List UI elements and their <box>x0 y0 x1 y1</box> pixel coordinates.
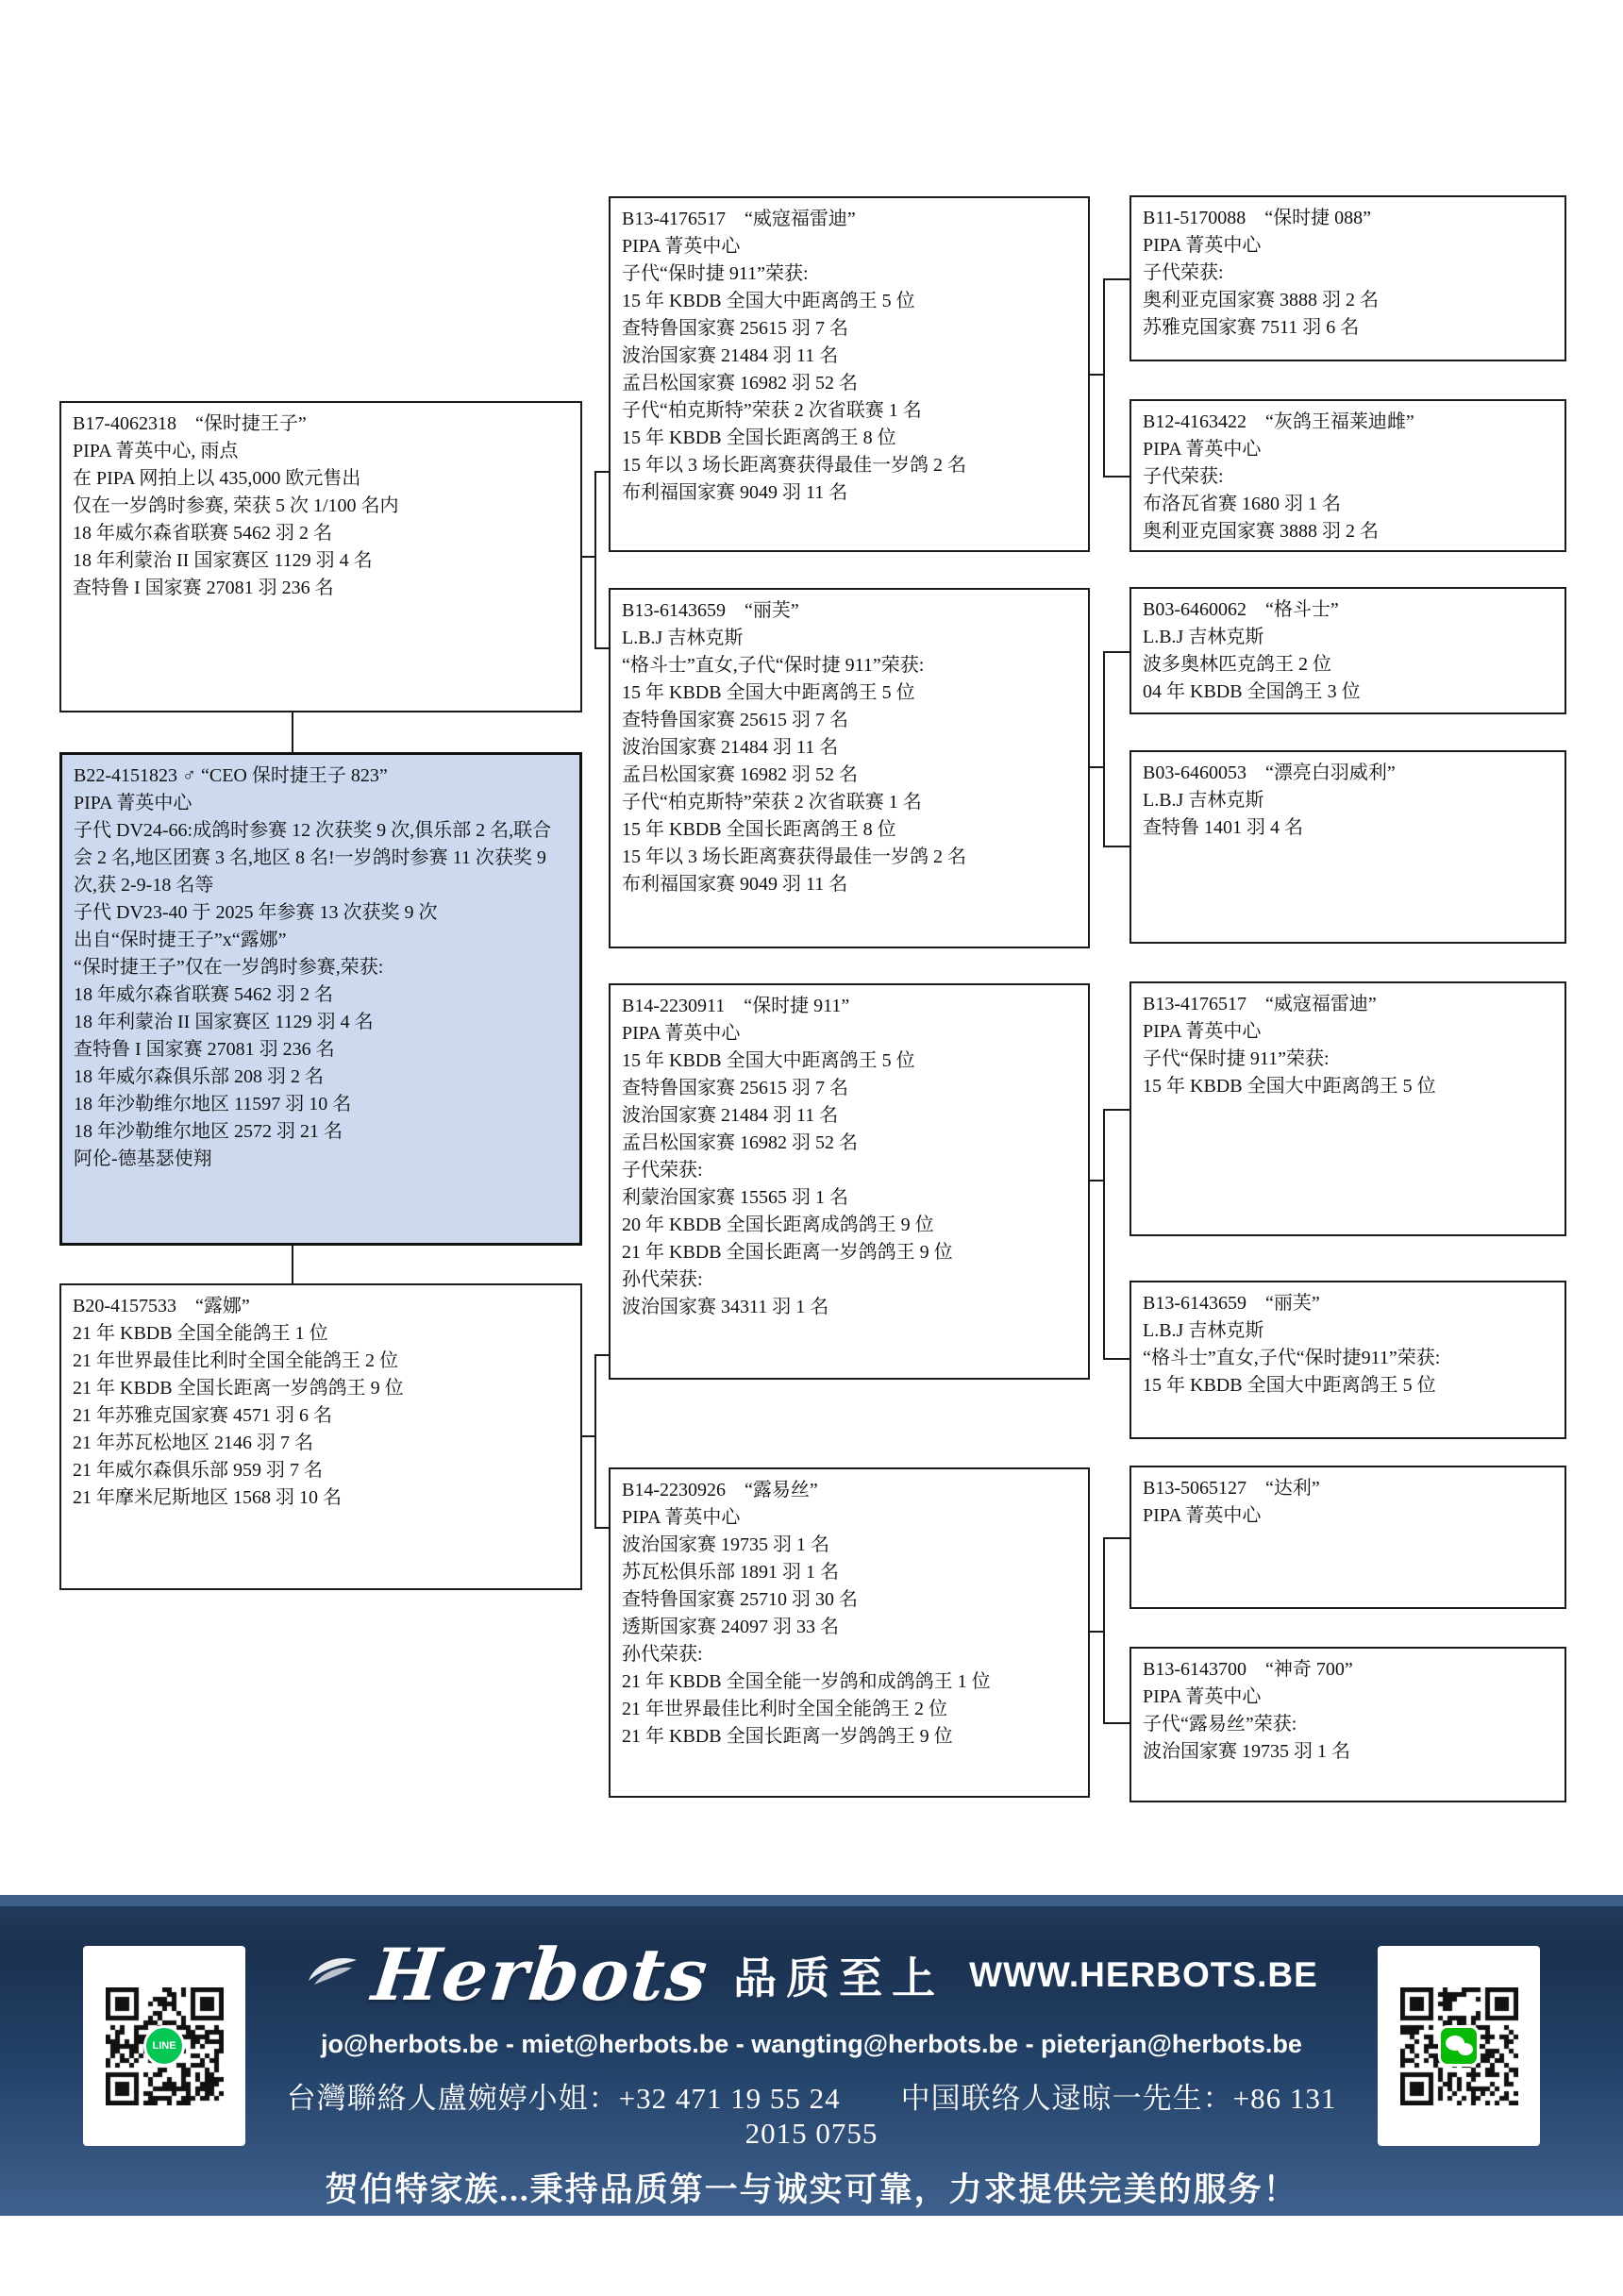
pedigree-text-line: 子代“柏克斯特”荣获 2 次省联赛 1 名 <box>622 792 922 813</box>
pedigree-text-line: PIPA 菁英中心 <box>1143 1021 1262 1042</box>
pedigree-text-line: 21 年 KBDB 全国全能一岁鸽和成鸽鸽王 1 位 <box>622 1671 991 1692</box>
pedigree-text-line: 21 年 KBDB 全国长距离一岁鸽鸽王 9 位 <box>622 1726 953 1747</box>
pedigree-text-line: 子代“保时捷 911”荣获: <box>1143 1048 1330 1069</box>
connector-line <box>1090 766 1103 768</box>
pedigree-text-line: 15 年 KBDB 全国大中距离鸽王 5 位 <box>622 291 915 311</box>
footer-content <box>255 1933 1368 2211</box>
pedigree-text-line: PIPA 菁英中心 <box>622 1507 741 1528</box>
line-icon: LINE <box>143 2025 185 2067</box>
pedigree-text-line: PIPA 菁英中心 <box>622 1023 741 1044</box>
pedigree-text-line: 21 年 KBDB 全国全能鸽王 1 位 <box>73 1323 328 1344</box>
connector-line <box>292 712 293 752</box>
qr-code-wechat <box>1378 1946 1540 2146</box>
pedigree-box-m2-b13-6143659 <box>609 588 1090 948</box>
pedigree-text-line: 孟吕松国家赛 16982 羽 52 名 <box>622 1132 858 1153</box>
connector-line <box>292 1246 293 1283</box>
pedigree-text-line: 15 年 KBDB 全国大中距离鸽王 5 位 <box>1143 1076 1436 1097</box>
pedigree-text-line: PIPA 菁英中心 <box>1143 1686 1262 1707</box>
connector-line <box>582 1435 595 1437</box>
pedigree-text-line: B03-6460053 “漂亮白羽威利” <box>1143 763 1396 783</box>
pedigree-text-line: L.B.J 吉林克斯 <box>1143 627 1264 647</box>
pedigree-text-line: 奥利亚克国家赛 3888 羽 2 名 <box>1143 290 1379 310</box>
pedigree-box-r3-b03-6460062 <box>1129 587 1566 714</box>
pedigree-text-line: 20 年 KBDB 全国长距离成鸽鸽王 9 位 <box>622 1215 934 1235</box>
pedigree-text-line: B13-6143700 “神奇 700” <box>1143 1659 1353 1680</box>
wechat-bubble-icon <box>1458 2043 1473 2055</box>
feather-icon <box>305 1952 361 1998</box>
pedigree-text-line: 波治国家赛 21484 羽 11 名 <box>622 1105 839 1126</box>
pedigree-text-line: 21 年世界最佳比利时全国全能鸽王 2 位 <box>622 1699 947 1719</box>
pedigree-text-line: 18 年威尔森省联赛 5462 羽 2 名 <box>74 984 333 1005</box>
pedigree-text-line: B14-2230926 “露易丝” <box>622 1480 818 1500</box>
connector-line <box>1103 1109 1105 1360</box>
pedigree-text-line: B13-4176517 “威寇福雷迪” <box>622 209 856 229</box>
pedigree-text-line: 查特鲁国家赛 25615 羽 7 名 <box>622 1078 848 1098</box>
pedigree-text-line: 孟吕松国家赛 16982 羽 52 名 <box>622 764 858 785</box>
pedigree-text-line: B22-4151823 ♂ “CEO 保时捷王子 823” <box>74 765 388 786</box>
connector-line <box>1105 278 1129 280</box>
pedigree-text-line: 子代“柏克斯特”荣获 2 次省联赛 1 名 <box>622 400 922 421</box>
pedigree-text-line: 波治国家赛 19735 羽 1 名 <box>1143 1741 1350 1762</box>
pedigree-text-line: 波治国家赛 21484 羽 11 名 <box>622 345 839 366</box>
pedigree-text-line: 子代 DV23-40 于 2025 年参赛 13 次获奖 9 次 <box>74 902 438 923</box>
pedigree-text-line: 18 年沙勒维尔地区 11597 羽 10 名 <box>74 1094 352 1114</box>
pedigree-text-line: 布利福国家赛 9049 羽 11 名 <box>622 482 848 503</box>
connector-line <box>1105 651 1129 653</box>
pedigree-text-line: 21 年威尔森俱乐部 959 羽 7 名 <box>73 1460 323 1481</box>
pedigree-text-line: 21 年苏瓦松地区 2146 羽 7 名 <box>73 1433 313 1453</box>
website-url[interactable]: WWW.HERBOTS.BE <box>969 1954 1318 1994</box>
connector-line <box>594 1354 596 1529</box>
pedigree-text-line: 波治国家赛 34311 羽 1 名 <box>622 1297 829 1317</box>
pedigree-text-line: 奥利亚克国家赛 3888 羽 2 名 <box>1143 521 1379 542</box>
pedigree-text-line: 布利福国家赛 9049 羽 11 名 <box>622 874 848 895</box>
phone-contacts: 台灣聯絡人盧婉婷小姐：+32 471 19 55 24 中国联络人逯晾一先生：+86 131 2015 0755 <box>286 2082 1337 2150</box>
pedigree-text-line: 布洛瓦省赛 1680 羽 1 名 <box>1143 494 1341 514</box>
pedigree-text-line: B11-5170088 “保时捷 088” <box>1143 208 1372 228</box>
pedigree-text-line: B12-4163422 “灰鸽王福莱迪雌” <box>1143 411 1414 432</box>
pedigree-text-line: 阿伦-德基瑟使翔 <box>74 1148 212 1169</box>
connector-line <box>1090 1631 1103 1633</box>
pedigree-text-line: B20-4157533 “露娜” <box>73 1296 250 1316</box>
pedigree-box-r5-b13-4176517 <box>1129 981 1566 1236</box>
pedigree-text-line: 查特鲁国家赛 25710 羽 30 名 <box>622 1589 858 1610</box>
pedigree-text-line: PIPA 菁英中心 <box>74 793 192 813</box>
pedigree-box-r2-b12-4163422 <box>1129 399 1566 552</box>
connector-line <box>582 556 595 558</box>
pedigree-text-line: PIPA 菁英中心 <box>1143 439 1262 460</box>
pedigree-text-line: 孙代荣获: <box>622 1269 703 1290</box>
connector-line <box>1103 651 1105 847</box>
pedigree-text-line: 21 年摩米尼斯地区 1568 羽 10 名 <box>73 1487 342 1508</box>
email-contacts[interactable]: jo@herbots.be - miet@herbots.be - wangting@herbots.be - pieterjan@herbots.be <box>321 2030 1302 2058</box>
pedigree-box-sire-b17 <box>59 401 582 712</box>
pedigree-box-m3-b14-2230911 <box>609 983 1090 1380</box>
pedigree-text-line: 18 年威尔森省联赛 5462 羽 2 名 <box>73 523 332 544</box>
pedigree-text-line: “格斗士”直女,子代“保时捷 911”荣获: <box>622 655 925 676</box>
pedigree-box-r7-b13-5065127 <box>1129 1466 1566 1609</box>
pedigree-text-line: B13-4176517 “威寇福雷迪” <box>1143 994 1377 1014</box>
pedigree-text-line: 波多奥林匹克鸽王 2 位 <box>1143 654 1331 675</box>
pedigree-text-line: 15 年以 3 场长距离赛获得最佳一岁鸽 2 名 <box>622 455 966 476</box>
pedigree-text-line: B03-6460062 “格斗士” <box>1143 599 1339 620</box>
pedigree-text-line: 15 年 KBDB 全国大中距离鸽王 5 位 <box>1143 1375 1436 1396</box>
connector-line <box>596 647 609 649</box>
pedigree-text-line: 18 年沙勒维尔地区 2572 羽 21 名 <box>74 1121 343 1142</box>
pedigree-text-line: 21 年 KBDB 全国长距离一岁鸽鸽王 9 位 <box>73 1378 404 1399</box>
pedigree-text-line: 18 年利蒙治 II 国家赛区 1129 羽 4 名 <box>73 550 373 571</box>
pedigree-text-line: 查特鲁 I 国家赛 27081 羽 236 名 <box>73 578 334 598</box>
pedigree-box-dam-b20 <box>59 1283 582 1590</box>
qr-code-line <box>83 1946 245 2146</box>
pedigree-text-line: 出自“保时捷王子”x“露娜” <box>74 930 287 950</box>
pedigree-text-line: 15 年 KBDB 全国长距离鸽王 8 位 <box>622 819 896 840</box>
pedigree-text-line: 子代荣获: <box>1143 262 1224 283</box>
pedigree-text-line: 查特鲁国家赛 25615 羽 7 名 <box>622 318 848 339</box>
brand-slogan-cjk: 品质至上 <box>733 1953 945 2003</box>
pedigree-text-line: 波治国家赛 19735 羽 1 名 <box>622 1534 829 1555</box>
pedigree-text-line: 15 年以 3 场长距离赛获得最佳一岁鸽 2 名 <box>622 846 966 867</box>
connector-line <box>594 471 596 649</box>
pedigree-text-line: PIPA 菁英中心 <box>1143 1505 1262 1526</box>
pedigree-text-line: 15 年 KBDB 全国长距离鸽王 8 位 <box>622 427 896 448</box>
pedigree-text-line: 苏雅克国家赛 7511 羽 6 名 <box>1143 317 1360 338</box>
pedigree-text-line: 21 年 KBDB 全国长距离一岁鸽鸽王 9 位 <box>622 1242 953 1263</box>
connector-line <box>596 471 609 473</box>
pedigree-text-line: B13-6143659 “丽芙” <box>622 600 799 621</box>
pedigree-text-line: PIPA 菁英中心 <box>1143 235 1262 256</box>
pedigree-text-line: B17-4062318 “保时捷王子” <box>73 413 307 434</box>
pedigree-text-line: 15 年 KBDB 全国大中距离鸽王 5 位 <box>622 682 915 703</box>
pedigree-text-line: 在 PIPA 网拍上以 435,000 欧元售出 <box>73 468 361 489</box>
pedigree-text-line: L.B.J 吉林克斯 <box>1143 1320 1264 1341</box>
pedigree-text-line: 子代“露易丝”荣获: <box>1143 1714 1297 1735</box>
connector-line <box>1105 1109 1129 1111</box>
pedigree-text-line: 子代 DV24-66:成鸽时参赛 12 次获奖 9 次,俱乐部 2 名,联合会 2 名,地区团赛 3 名,地区 8 名!一岁鸽时参赛 11 次获奖 9 次,获 2-9-18 名等 <box>74 820 552 896</box>
herbots-logo: Herbots <box>368 1933 713 2017</box>
pedigree-text-line: 15 年 KBDB 全国大中距离鸽王 5 位 <box>622 1050 915 1071</box>
pedigree-text-line: 仅在一岁鸽时参赛, 荣获 5 次 1/100 名内 <box>73 495 399 516</box>
pedigree-text-line: PIPA 菁英中心 <box>622 236 741 257</box>
footer-banner <box>0 1895 1623 2216</box>
pedigree-text-line: 18 年威尔森俱乐部 208 羽 2 名 <box>74 1066 324 1087</box>
connector-line <box>1103 1537 1105 1724</box>
pedigree-text-line: 波治国家赛 21484 羽 11 名 <box>622 737 839 758</box>
connector-line <box>1103 278 1105 478</box>
pedigree-text-line: 18 年利蒙治 II 国家赛区 1129 羽 4 名 <box>74 1012 374 1032</box>
pedigree-text-line: 21 年世界最佳比利时全国全能鸽王 2 位 <box>73 1350 398 1371</box>
pedigree-text-line: 查特鲁国家赛 25615 羽 7 名 <box>622 710 848 730</box>
pedigree-box-r6-b13-6143659 <box>1129 1281 1566 1439</box>
pedigree-box-r1-b11-5170088 <box>1129 195 1566 361</box>
pedigree-text-line: B13-6143659 “丽芙” <box>1143 1293 1320 1314</box>
pedigree-box-m4-b14-2230926 <box>609 1467 1090 1798</box>
pedigree-text-line: 孟吕松国家赛 16982 羽 52 名 <box>622 373 858 394</box>
connector-line <box>1105 476 1129 478</box>
pedigree-text-line: 苏瓦松俱乐部 1891 羽 1 名 <box>622 1562 839 1583</box>
pedigree-text-line: “格斗士”直女,子代“保时捷911”荣获: <box>1143 1348 1441 1368</box>
wechat-icon <box>1438 2025 1480 2067</box>
connector-line <box>1105 846 1129 847</box>
pedigree-text-line: PIPA 菁英中心, 雨点 <box>73 441 239 461</box>
pedigree-text-line: 21 年苏雅克国家赛 4571 羽 6 名 <box>73 1405 332 1426</box>
connector-line <box>1090 1180 1103 1182</box>
pedigree-text-line: 孙代荣获: <box>622 1644 703 1665</box>
pedigree-text-line: L.B.J 吉林克斯 <box>622 628 744 648</box>
pedigree-text-line: 利蒙治国家赛 15565 羽 1 名 <box>622 1187 848 1208</box>
pedigree-text-line: 透斯国家赛 24097 羽 33 名 <box>622 1617 839 1637</box>
connector-line <box>596 1354 609 1356</box>
pedigree-text-line: 查特鲁 1401 羽 4 名 <box>1143 817 1303 838</box>
pedigree-text-line: 子代荣获: <box>622 1160 703 1181</box>
pedigree-box-m1-b13-4176517 <box>609 196 1090 552</box>
connector-line <box>1105 1358 1129 1360</box>
pedigree-text-line: L.B.J 吉林克斯 <box>1143 790 1264 811</box>
pedigree-text-line: 04 年 KBDB 全国鸽王 3 位 <box>1143 681 1361 702</box>
pedigree-text-line: 查特鲁 I 国家赛 27081 羽 236 名 <box>74 1039 335 1060</box>
pedigree-box-subject-b22 <box>59 752 582 1246</box>
pedigree-text-line: “保时捷王子”仅在一岁鸽时参赛,荣获: <box>74 957 384 978</box>
footer-slogan: 贺伯特家族...秉持品质第一与诚实可靠，力求提供完美的服务！ <box>325 2171 1298 2208</box>
pedigree-box-r4-b03-6460053 <box>1129 750 1566 944</box>
pedigree-text-line: B13-5065127 “达利” <box>1143 1478 1320 1499</box>
connector-line <box>596 1527 609 1529</box>
pedigree-text-line: 子代“保时捷 911”荣获: <box>622 263 809 284</box>
connector-line <box>1105 1722 1129 1724</box>
connector-line <box>1105 1537 1129 1539</box>
connector-line <box>1090 374 1103 376</box>
pedigree-box-r8-b13-6143700 <box>1129 1647 1566 1802</box>
brand-row <box>255 1933 1368 2017</box>
pedigree-text-line: B14-2230911 “保时捷 911” <box>622 996 850 1016</box>
pedigree-text-line: 子代荣获: <box>1143 466 1224 487</box>
